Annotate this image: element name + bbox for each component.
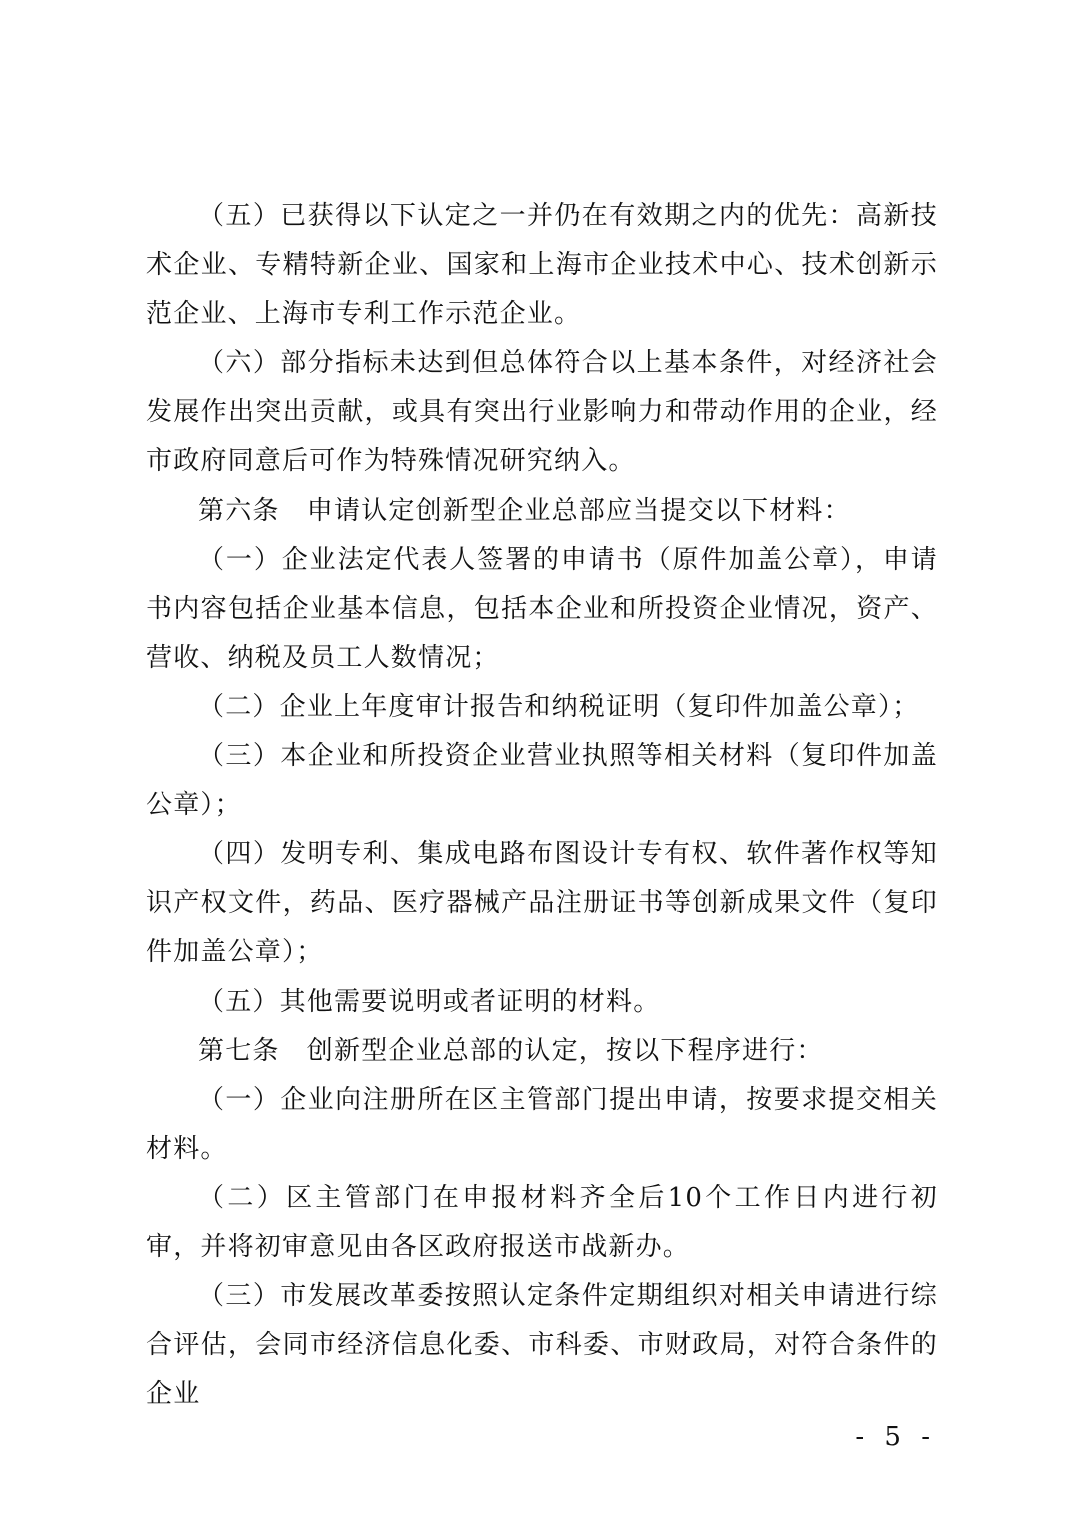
- article-7-item-3: （三）市发展改革委按照认定条件定期组织对相关申请进行综合评估，会同市经济信息化委、市科委、市财政局，对符合条件的企业: [146, 1281, 938, 1410]
- article-6-heading: 第六条 申请认定创新型企业总部应当提交以下材料：: [198, 495, 851, 526]
- article-7-heading: 第七条 创新型企业总部的认定，按以下程序进行：: [198, 1035, 824, 1066]
- article-6-item-2: （二）企业上年度审计报告和纳税证明（复印件加盖公章）；: [198, 691, 920, 722]
- document-body: [146, 192, 938, 1419]
- paragraph-6-special-case: （六）部分指标未达到但总体符合以上基本条件，对经济社会发展作出突出贡献，或具有突出行业影响力和带动作用的企业，经市政府同意后可作为特殊情况研究纳入。: [146, 348, 938, 477]
- article-6-item-3: （三）本企业和所投资企业营业执照等相关材料（复印件加盖公章）；: [146, 741, 938, 821]
- article-6-item-5: （五）其他需要说明或者证明的材料。: [198, 986, 661, 1017]
- article-6-item-4: （四）发明专利、集成电路布图设计专有权、软件著作权等知识产权文件，药品、医疗器械产品注册证书等创新成果文件（复印件加盖公章）；: [146, 839, 938, 968]
- article-7-item-2: （二）区主管部门在申报材料齐全后10个工作日内进行初审，并将初审意见由各区政府报送市战新办。: [146, 1182, 938, 1262]
- paragraph-5-priority: （五）已获得以下认定之一并仍在有效期之内的优先：高新技术企业、专精特新企业、国家和上海市企业技术中心、技术创新示范企业、上海市专利工作示范企业。: [146, 201, 938, 330]
- page-number: - 5 -: [855, 1422, 936, 1452]
- article-7-item-1: （一）企业向注册所在区主管部门提出申请，按要求提交相关材料。: [146, 1084, 938, 1164]
- article-6-item-1: （一）企业法定代表人签署的申请书（原件加盖公章），申请书内容包括企业基本信息，包括本企业和所投资企业情况，资产、营收、纳税及员工人数情况；: [146, 544, 938, 673]
